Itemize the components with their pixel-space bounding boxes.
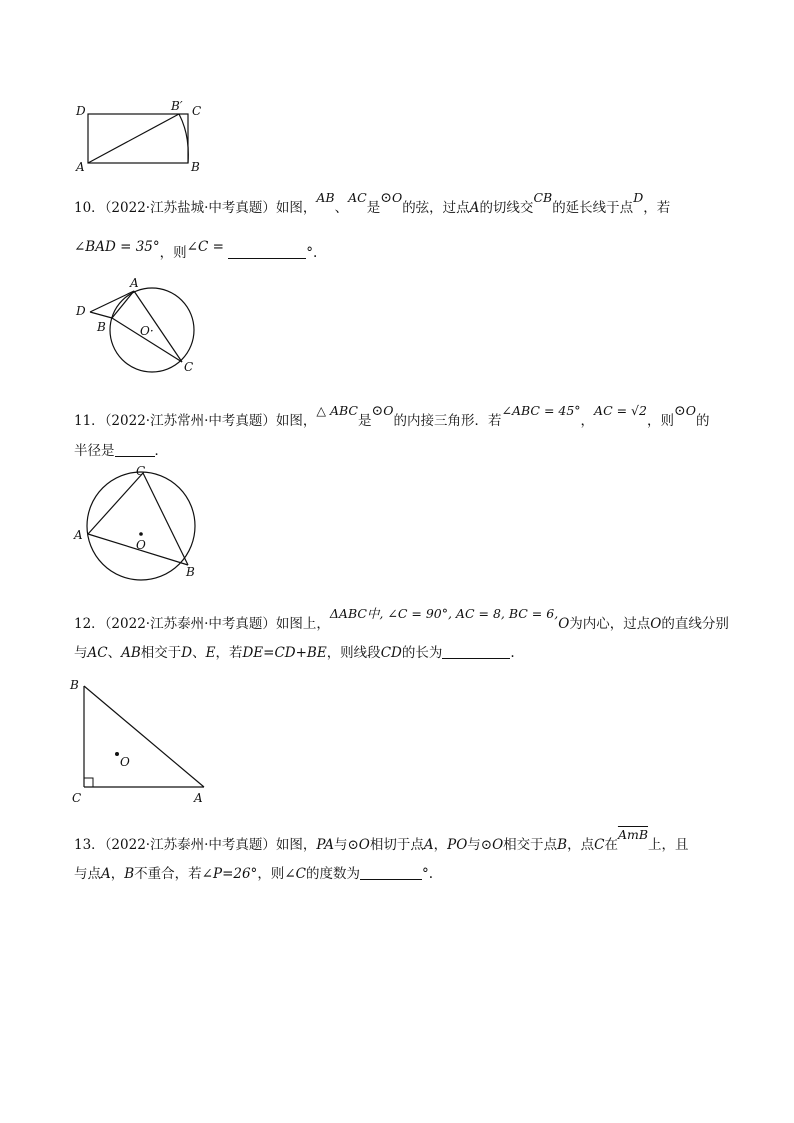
- q12-text5: 相交于: [140, 645, 182, 661]
- q13-text7: 在: [604, 837, 618, 853]
- inscribed-triangle-figure: [70, 463, 210, 588]
- q13-ask: ∠C: [284, 866, 306, 882]
- q10-o: O: [391, 190, 403, 205]
- q13-text6: ，点: [567, 837, 595, 853]
- q12-text: 如图上，: [275, 616, 330, 632]
- q13-comma: ，: [433, 837, 448, 853]
- q12-text2: 为内心，过点: [569, 616, 651, 632]
- q12-answer-blank[interactable]: [442, 644, 510, 659]
- q12-number: 12．: [74, 616, 105, 632]
- q13-a2: A: [101, 866, 111, 882]
- q12-ab: AB: [121, 645, 141, 661]
- right-triangle-figure: [66, 672, 216, 807]
- q13-line1: [74, 827, 689, 855]
- q11-answer-blank[interactable]: [115, 442, 155, 457]
- q10-text4: 的延长线于点: [552, 200, 634, 216]
- label-A: A: [76, 160, 85, 174]
- q13-text11: ，则: [257, 866, 285, 882]
- label-D: D: [76, 304, 86, 318]
- q13-c: C: [594, 837, 605, 853]
- label-D: D: [76, 104, 86, 118]
- q12-end: .: [510, 645, 515, 661]
- label-O: O·: [140, 324, 154, 338]
- q13-comma2: ，: [110, 866, 125, 882]
- label-A: A: [194, 791, 203, 805]
- q10-text5: ，若: [643, 200, 671, 216]
- q13-answer-blank[interactable]: [360, 865, 422, 880]
- q10-condition: ∠BAD = 35°: [74, 239, 160, 255]
- label-B: B: [186, 565, 195, 579]
- q13-end: °.: [421, 866, 434, 882]
- q13-text10: 不重合，若: [134, 866, 202, 882]
- label-O: O: [120, 755, 130, 769]
- q10-ab: AB: [316, 190, 335, 205]
- label-C: C: [184, 360, 194, 374]
- q11-source: （2022·江苏常州·中考真题）: [104, 413, 276, 429]
- label-A: A: [74, 528, 83, 542]
- q10-a: A: [469, 200, 480, 216]
- q11-end: ．: [154, 443, 168, 459]
- q10-text3: 的切线交: [479, 200, 534, 216]
- q13-number: 13．: [74, 837, 105, 853]
- q11-circle2: ⊙: [673, 403, 686, 419]
- q12-sep: 、: [107, 645, 122, 661]
- q13-pa: PA: [316, 837, 334, 853]
- label-C: C: [192, 104, 202, 118]
- q13-condition: ∠P=26°: [201, 866, 258, 882]
- q10-circle: ⊙: [380, 190, 392, 206]
- q12-e: E: [205, 645, 216, 661]
- q13-text5: 相交于点: [503, 837, 558, 853]
- q11-circle: ⊙: [371, 403, 384, 419]
- q13-o: O: [358, 837, 370, 853]
- q13-b: B: [557, 837, 568, 853]
- q12-d: D: [181, 645, 193, 661]
- label-B: B: [70, 678, 79, 692]
- q13-b2: B: [124, 866, 135, 882]
- label-A: A: [130, 276, 139, 290]
- q12-o: O: [558, 616, 570, 632]
- rectangle-figure: [70, 95, 210, 175]
- q10-sep: 、: [334, 200, 349, 216]
- label-B-prime: B′: [171, 99, 183, 113]
- label-C: C: [136, 464, 146, 478]
- q12-text6: ，若: [215, 645, 243, 661]
- q10-cb: CB: [533, 190, 553, 205]
- label-C: C: [72, 791, 82, 805]
- q13-text4: 与⊙: [467, 837, 493, 853]
- q10-text6: ，则: [159, 245, 187, 261]
- q10-is: 是: [366, 200, 381, 216]
- q12-sep2: 、: [192, 645, 206, 661]
- q10-line1: [74, 190, 671, 218]
- q11-text5: 半径是: [74, 443, 115, 459]
- q13-text9: 与点: [74, 866, 101, 882]
- q11-o: O: [383, 403, 394, 418]
- label-O: O: [136, 538, 146, 552]
- q13-arc: $\overline{AmB}$: [617, 827, 649, 842]
- q11-angle: ∠ABC = 45°: [501, 403, 581, 418]
- q10-text: 如图，: [275, 200, 317, 216]
- label-B: B: [97, 320, 106, 334]
- q12-text4: 与: [74, 645, 88, 661]
- q13-text: 如图，: [275, 837, 317, 853]
- q10-source: （2022·江苏盐城·中考真题）: [104, 200, 276, 216]
- q10-d: D: [633, 190, 644, 205]
- q10-answer-blank[interactable]: [228, 244, 306, 259]
- q12-text7: ，则线段: [326, 645, 381, 661]
- q13-text8: 上，且: [648, 837, 689, 853]
- q13-text2: 与⊙: [333, 837, 359, 853]
- q11-triangle: △ ABC: [316, 403, 358, 418]
- q10-line2: [74, 239, 318, 263]
- q11-text: 如图，: [275, 413, 317, 429]
- q12-source: （2022·江苏泰州·中考真题）: [104, 616, 276, 632]
- q12-equation: DE=CD+BE: [242, 645, 327, 661]
- q10-end: °.: [306, 245, 318, 261]
- q13-line2: [74, 864, 433, 884]
- q11-comma: ，: [580, 413, 595, 429]
- circle-tangent-figure: [70, 275, 210, 375]
- q12-text8: 的长为: [401, 645, 443, 661]
- q11-text2: 的内接三角形．若: [393, 413, 502, 429]
- q12-ac: AC: [87, 645, 108, 661]
- q12-line1: [74, 606, 729, 634]
- q11-text4: 的: [695, 413, 710, 429]
- label-B: B: [191, 160, 200, 174]
- q13-source: （2022·江苏泰州·中考真题）: [104, 837, 276, 853]
- q11-ac: AC = √2: [594, 403, 647, 418]
- q10-number: 10．: [74, 200, 105, 216]
- q11-number: 11．: [74, 413, 105, 429]
- q12-text3: 的直线分别: [661, 616, 729, 632]
- q12-condition: ΔABC中, ∠C = 90°, AC = 8, BC = 6,: [329, 606, 559, 621]
- q11-is: 是: [358, 413, 372, 429]
- q10-ac: AC: [348, 190, 367, 205]
- q13-po: PO: [447, 837, 468, 853]
- q13-text3: 相切于点: [369, 837, 424, 853]
- q10-ask: ∠C =: [186, 239, 224, 255]
- q12-line2: [74, 643, 515, 663]
- q11-line1: [74, 403, 710, 431]
- q13-text12: 的度数为: [305, 866, 360, 882]
- q12-o2: O: [650, 616, 662, 632]
- q12-cd: CD: [380, 645, 402, 661]
- q13-o2: O: [492, 837, 504, 853]
- q13-a: A: [423, 837, 434, 853]
- q10-text2: 的弦，过点: [402, 200, 470, 216]
- q11-line2: [74, 441, 168, 461]
- q11-text3: ，则: [646, 413, 674, 429]
- q11-o2: O: [685, 403, 696, 418]
